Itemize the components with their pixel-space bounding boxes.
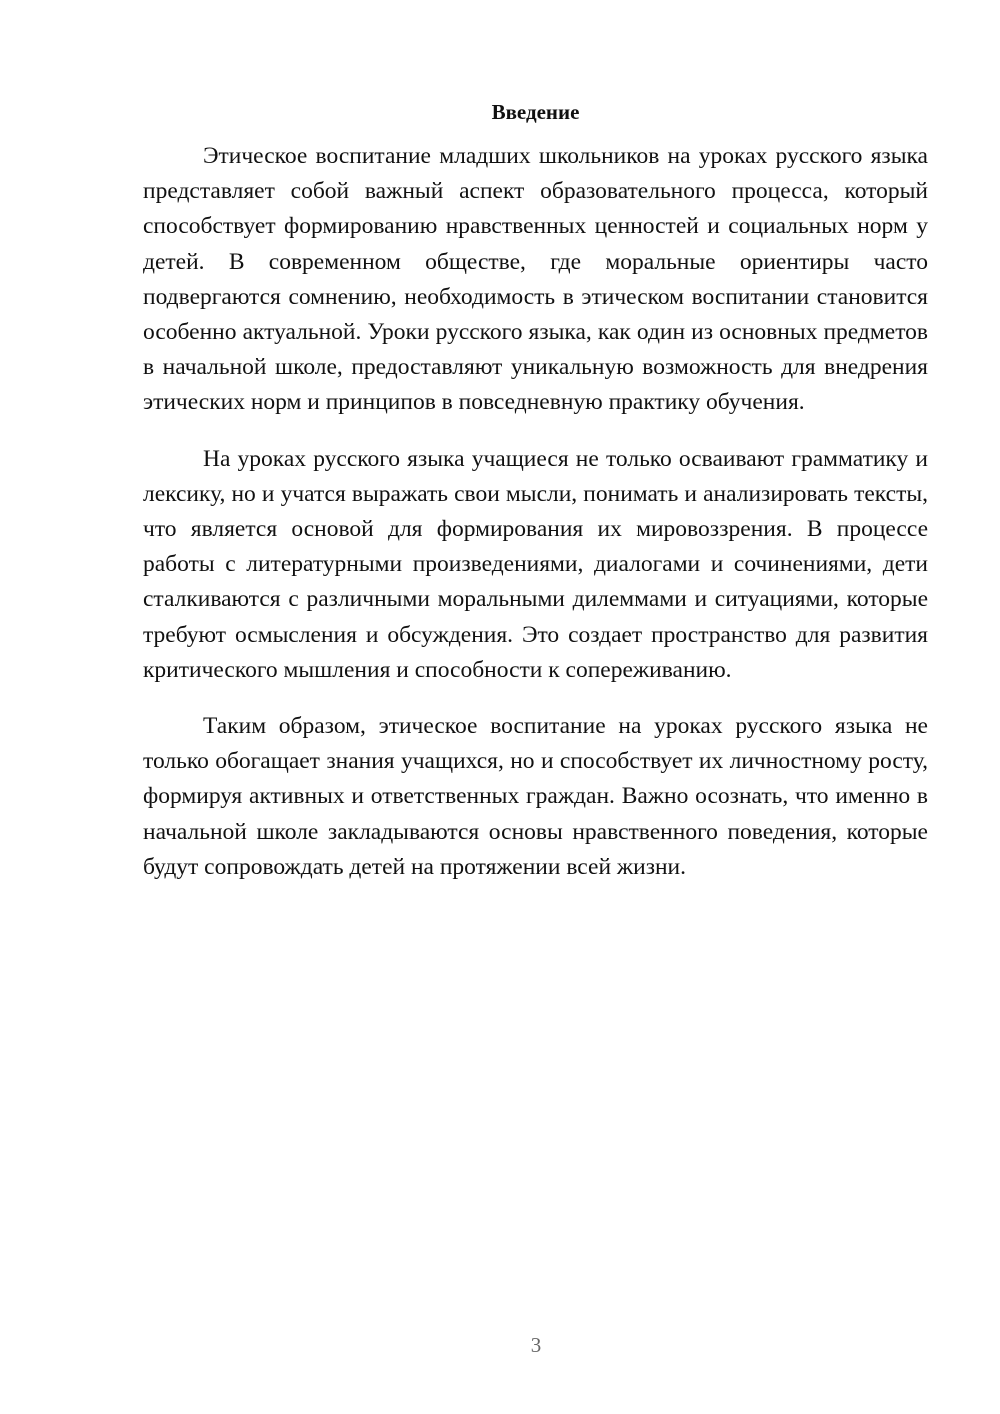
section-title: Введение [491, 100, 580, 124]
page-content [143, 97, 928, 885]
paragraph-1: Этическое воспитание младших школьников на уроках русского языка представляет собой важный аспект образовательного процесса, который способствует формированию нравственных ценностей и социальных норм у детей. В современном обществе, где моральные ориентиры часто подвергаются сомнению, необходимость в этическом воспитании становится особенно актуальной. Уроки русского языка, как один из основных предметов в начальной школе, предоставляют уникальную возможность для внедрения этических норм и принципов в повседневную практику обучения. [143, 143, 928, 416]
page-number: 3 [530, 1333, 542, 1357]
paragraph-3: Таким образом, этическое воспитание на уроках русского языка не только обогащает знания учащихся, но и способствует их личностному росту, формируя активных и ответственных граждан. Важно осознать, что именно в начальной школе закладываются основы нравственного поведения, которые будут сопровождать детей на протяжении всей жизни. [143, 713, 928, 880]
paragraph-2: На уроках русского языка учащиеся не только осваивают грамматику и лексику, но и учатся выражать свои мысли, понимать и анализировать тексты, что является основой для формирования их мировоззрения. В процессе работы с литературными произведениями, диалогами и сочинениями, дети сталкиваются с различными моральными дилеммами и ситуациями, которые требуют осмысления и обсуждения. Это создает пространство для развития критического мышления и способности к сопереживанию. [143, 445, 928, 683]
